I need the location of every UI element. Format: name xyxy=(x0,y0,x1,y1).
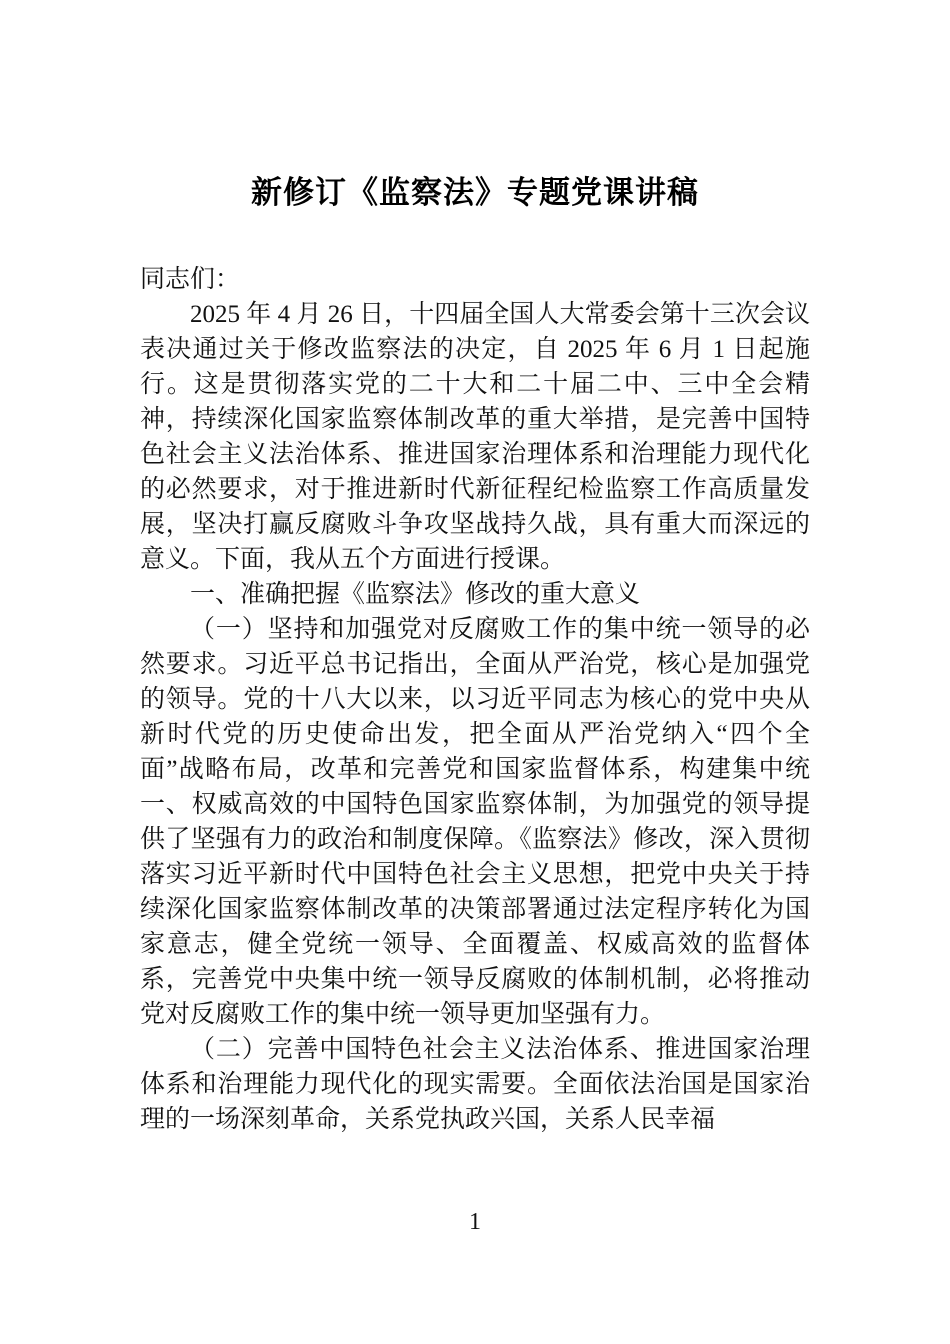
paragraph-point-1: （一）坚持和加强党对反腐败工作的集中统一领导的必然要求。习近平总书记指出，全面从严治党，核心是加强党的领导。党的十八大以来，以习近平同志为核心的党中央从新时代党的历史使命出发，把全面从严治党纳入“四个全面”战略布局，改革和完善党和国家监督体系，构建集中统一、权威高效的中国特色国家监察体制，为加强党的领导提供了坚强有力的政治和制度保障。《监察法》修改，深入贯彻落实习近平新时代中国特色社会主义思想，把党中央关于持续深化国家监察体制改革的决策部署通过法定程序转化为国家意志，健全党统一领导、全面覆盖、权威高效的监督体系，完善党中央集中统一领导反腐败的体制机制，必将推动党对反腐败工作的集中统一领导更加坚强有力。 xyxy=(140,616,810,1028)
document-body xyxy=(140,262,810,1137)
salutation: 同志们： xyxy=(140,266,241,293)
document-title: 新修订《监察法》专题党课讲稿 xyxy=(251,175,699,210)
paragraph-intro: 2025 年 4 月 26 日，十四届全国人大常委会第十三次会议表决通过关于修改监察法的决定，自 2025 年 6 月 1 日起施行。这是贯彻落实党的二十大和二十届二中、三中全会精神，持续深化国家监察体制改革的重大举措，是完善中国特色社会主义法治体系、推进国家治理体系和治理能力现代化的必然要求，对于推进新时代新征程纪检监察工作高质量发展，坚决打赢反腐败斗争攻坚战持久战，具有重大而深远的意义。下面，我从五个方面进行授课。 xyxy=(140,301,810,573)
page-number: 1 xyxy=(469,1209,481,1235)
paragraph-point-2: （二）完善中国特色社会主义法治体系、推进国家治理体系和治理能力现代化的现实需要。全面依法治国是国家治理的一场深刻革命，关系党执政兴国，关系人民幸福 xyxy=(140,1036,810,1133)
section-heading-1: 一、准确把握《监察法》修改的重大意义 xyxy=(190,581,641,608)
